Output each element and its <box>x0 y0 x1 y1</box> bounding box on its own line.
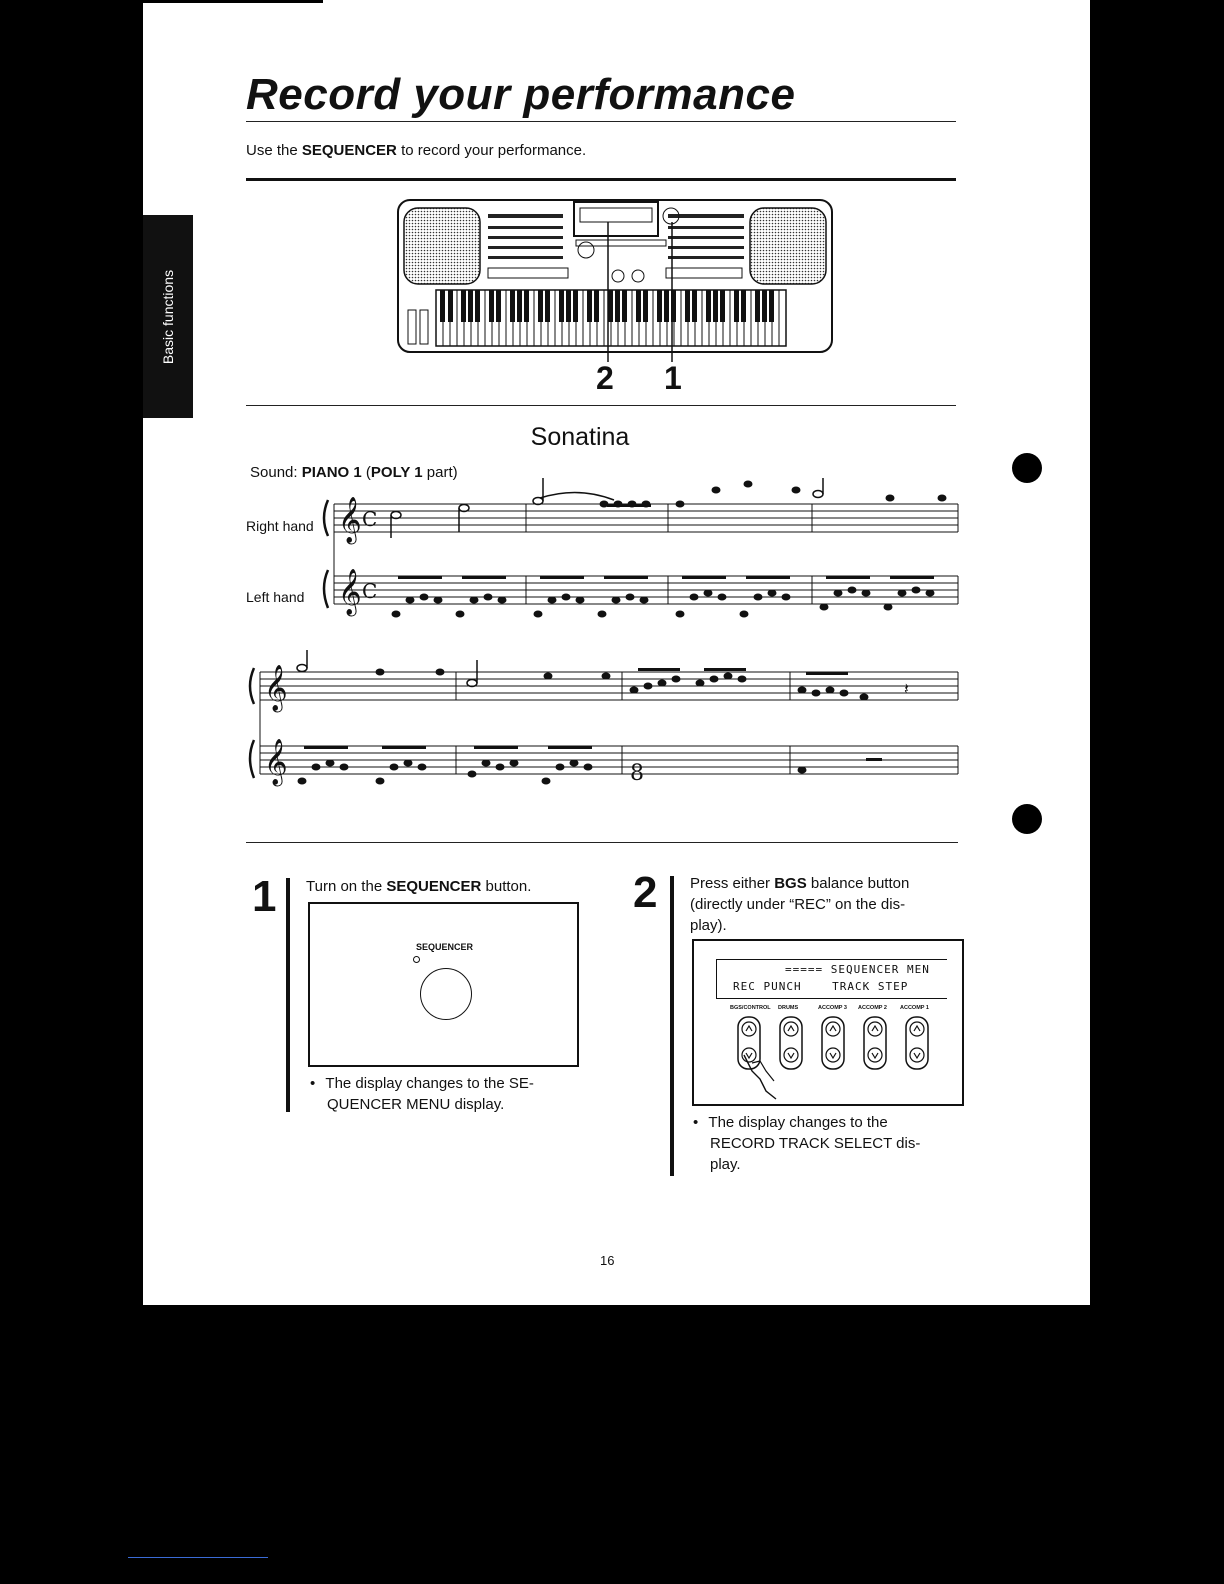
step-2-bullet-line-3 <box>693 1154 920 1175</box>
step-1-text <box>306 876 531 897</box>
svg-text:8: 8 <box>630 761 644 786</box>
step-2-line-1-prefix: Press either <box>690 875 775 892</box>
step-2-bar <box>670 876 674 1176</box>
scan-border-top-left <box>123 0 143 1305</box>
intro-text <box>246 142 586 159</box>
step-2-line-2: (directly under “REC” on the dis- <box>690 896 906 913</box>
step-2-line-3: play). <box>690 917 727 934</box>
step-2-bullet-text-1: The display changes to the <box>708 1114 888 1131</box>
step-2-bullet-line-2 <box>693 1133 920 1154</box>
callout-1: 1 <box>664 360 682 396</box>
svg-text:𝄞: 𝄞 <box>338 569 362 615</box>
step-2-bullet <box>693 1112 920 1175</box>
step-1-text-prefix: Turn on the <box>306 878 387 895</box>
title-rule <box>246 121 956 122</box>
step-2-bullet-text-2: RECORD TRACK SELECT dis- <box>710 1135 921 1152</box>
step-2-bullet-text-3: play. <box>710 1156 741 1173</box>
svg-text:𝄽: 𝄽 <box>904 679 909 698</box>
scan-border-bottom <box>0 1305 1224 1584</box>
bgs-button-label-3: ACCOMP 3 <box>818 1005 847 1011</box>
step-1-text-suffix: button. <box>481 878 532 895</box>
sequencer-button[interactable] <box>420 968 472 1020</box>
step-1-figure <box>308 902 579 1067</box>
score-system-2 <box>246 650 962 800</box>
step-2-line-1-suffix: balance button <box>806 875 910 892</box>
side-tab <box>143 215 193 418</box>
step-2-number: 2 <box>633 868 658 917</box>
step-1-bullet <box>310 1073 534 1115</box>
sound-bold-1: PIANO 1 <box>301 464 362 481</box>
sound-mid: ( <box>361 464 371 481</box>
sequencer-led <box>413 956 420 963</box>
bgs-button-label-5: ACCOMP 1 <box>900 1005 929 1011</box>
right-hand-label: Right hand <box>246 518 314 534</box>
lcd-display <box>716 959 947 999</box>
lcd-line-1: ===== SEQUENCER MEN <box>785 963 930 976</box>
left-hand-label: Left hand <box>246 589 305 605</box>
bgs-button-label-2: DRUMS <box>778 1005 799 1011</box>
step-2-figure <box>692 939 964 1106</box>
bgs-button-label-4: ACCOMP 2 <box>858 1005 887 1011</box>
keyboard-illustration <box>396 192 836 362</box>
step-1-bullet-line-2 <box>310 1094 534 1115</box>
binder-hole-bottom <box>1012 804 1042 834</box>
intro-prefix: Use the <box>246 142 302 159</box>
svg-text:𝄞: 𝄞 <box>264 665 288 711</box>
section-rule-3 <box>246 842 958 843</box>
step-2-text <box>690 873 909 936</box>
sequencer-button-label: SEQUENCER <box>416 942 474 952</box>
step-2-line-1 <box>690 873 909 894</box>
step-1-bullet-line-1: • The display changes to the SE- <box>310 1075 534 1092</box>
step-2-bullet-line-1: • The display changes to the <box>693 1114 888 1131</box>
step-1-bullet-text-1: The display changes to the SE- <box>325 1075 534 1092</box>
step-1-bar <box>286 878 290 1112</box>
section-rule-2 <box>246 405 956 406</box>
intro-suffix: to record your performance. <box>396 142 587 159</box>
bgs-balance-buttons <box>694 1013 962 1103</box>
step-1-text-bold: SEQUENCER <box>386 878 482 895</box>
sound-bold-2: POLY 1 <box>370 464 423 481</box>
binder-hole-top <box>1012 453 1042 483</box>
scan-link-line <box>128 1557 268 1558</box>
svg-text:𝄞: 𝄞 <box>264 739 288 785</box>
time-signature-rh: C <box>362 507 378 531</box>
section-rule-1 <box>246 178 956 181</box>
time-signature-lh: C <box>362 579 378 603</box>
bgs-button-label-1: BGS/CONTROL <box>730 1005 771 1011</box>
score-title: Sonatina <box>530 423 630 451</box>
score-system-1 <box>318 478 963 628</box>
page-title: Record your performance <box>246 70 796 119</box>
lcd-line-2: REC PUNCH TRACK STEP <box>733 980 909 993</box>
step-1-bullet-text-2: QUENCER MENU display. <box>327 1096 505 1113</box>
intro-bold: SEQUENCER <box>301 142 397 159</box>
scan-border-top-line <box>143 0 323 3</box>
callout-2: 2 <box>596 360 614 396</box>
sound-suffix: part) <box>422 464 458 481</box>
sound-prefix: Sound: <box>250 464 302 481</box>
svg-text:𝄞: 𝄞 <box>338 497 362 543</box>
page-number: 16 <box>600 1253 615 1268</box>
step-1-number: 1 <box>252 872 277 921</box>
step-2-line-1-bold: BGS <box>774 875 807 892</box>
side-tab-label: Basic functions <box>160 269 176 364</box>
